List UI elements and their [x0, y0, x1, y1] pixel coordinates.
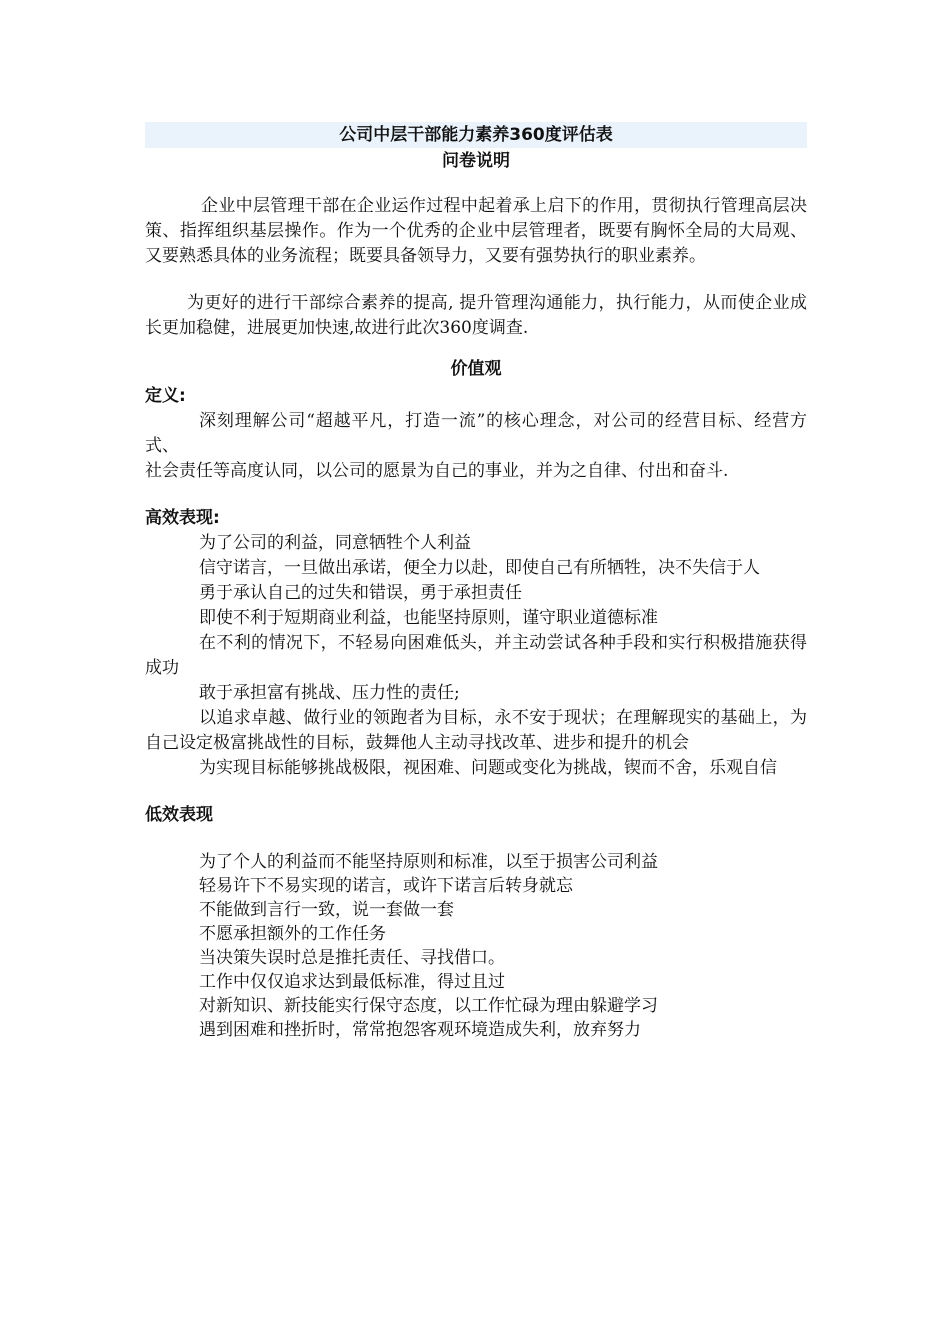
definition-line-2: 社会责任等高度认同，以公司的愿景为自己的事业，并为之自律、付出和奋斗.	[145, 461, 729, 481]
list-item: 勇于承认自己的过失和错误，勇于承担责任	[199, 583, 522, 603]
list-item: 对新知识、新技能实行保守态度，以工作忙碌为理由躲避学习	[199, 996, 658, 1016]
low-performance-label: 低效表现	[145, 805, 213, 825]
list-item: 即使不利于短期商业利益，也能坚持原则，谨守职业道德标准	[199, 608, 658, 628]
definition-line-1: 深刻理解公司“超越平凡，打造一流”的核心理念，对公司的经营目标、经营方式、	[145, 411, 807, 456]
list-item: 敢于承担富有挑战、压力性的责任;	[199, 683, 460, 703]
list-item: 工作中仅仅追求达到最低标准，得过且过	[199, 972, 505, 992]
intro-paragraph-1: 企业中层管理干部在企业运作过程中起着承上启下的作用，贯彻执行管理高层决策、指挥组织基层操作。作为一个优秀的企业中层管理者，既要有胸怀全局的大局观、又要熟悉具体的业务流程；既要具备领导力，又要有强势执行的职业素养。	[145, 196, 807, 266]
spacer	[145, 269, 807, 291]
document-title: 公司中层干部能力素养360度评估表	[145, 122, 807, 148]
definition-label: 定义:	[145, 386, 186, 406]
list-item: 当决策失误时总是推托责任、寻找借口。	[199, 948, 505, 968]
high-performance-list	[145, 531, 807, 781]
list-item: 在不利的情况下，不轻易向困难低头，并主动尝试各种手段和实行积极措施获得成功	[145, 633, 807, 678]
list-item: 不能做到言行一致，说一套做一套	[199, 900, 454, 920]
section-title-values: 价值观	[450, 359, 502, 379]
high-performance-label: 高效表现:	[145, 508, 220, 528]
list-item: 轻易许下不易实现的诺言，或许下诺言后转身就忘	[199, 876, 573, 896]
list-item: 不愿承担额外的工作任务	[199, 924, 386, 944]
intro-paragraph-2: 为更好的进行干部综合素养的提高, 提升管理沟通能力，执行能力，从而使企业成长更加稳健，进展更加快速,故进行此次360度调查.	[145, 293, 807, 338]
spacer	[145, 781, 807, 803]
list-item: 信守诺言，一旦做出承诺，便全力以赴，即使自己有所牺牲，决不失信于人	[199, 558, 760, 578]
list-item: 遇到困难和挫折时，常常抱怨客观环境造成失利，放弃努力	[199, 1020, 641, 1040]
list-item: 为了公司的利益，同意牺牲个人利益	[199, 533, 471, 553]
list-item: 以追求卓越、做行业的领跑者为目标，永不安于现状；在理解现实的基础上，为自己设定极富挑战性的目标，鼓舞他人主动寻找改革、进步和提升的机会	[145, 708, 807, 753]
document-subtitle: 问卷说明	[442, 151, 510, 171]
document-page	[145, 122, 807, 1042]
list-item: 为了个人的利益而不能坚持原则和标准，以至于损害公司利益	[199, 852, 658, 872]
spacer	[145, 484, 807, 506]
list-item: 为实现目标能够挑战极限，视困难、问题或变化为挑战，锲而不舍，乐观自信	[199, 758, 777, 778]
low-performance-list	[145, 850, 807, 1042]
